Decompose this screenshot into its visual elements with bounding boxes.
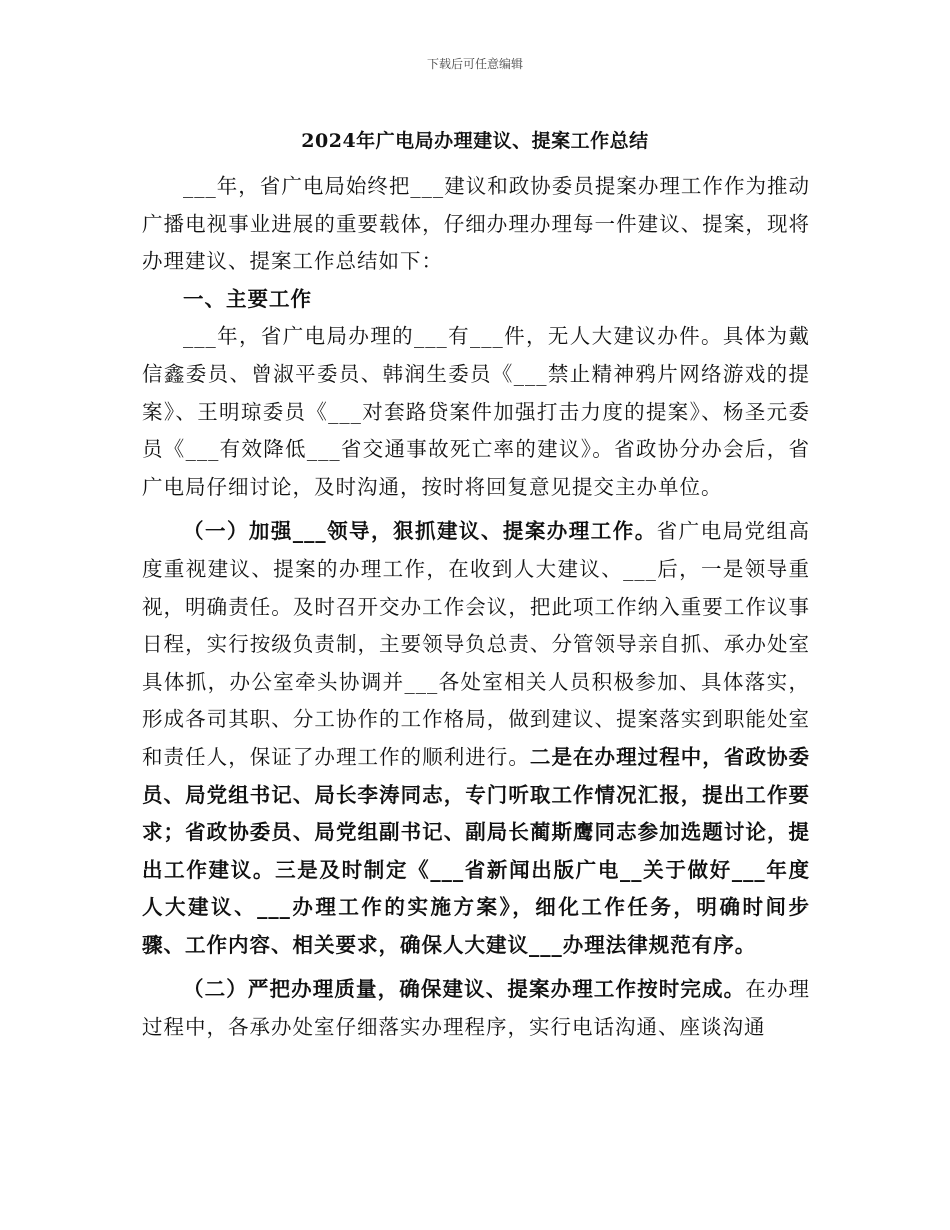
section-heading-main-work: 一、主要工作 <box>183 286 312 311</box>
document-body <box>142 168 810 1047</box>
page-header-note: 下载后可任意编辑 <box>426 57 523 71</box>
section-paragraph: ___年，省广电局办理的___有___件，无人大建议办件。具体为戴信鑫委员、曾淑平委员、韩润生委员《___禁止精神鸦片网络游戏的提案》、王明琼委员《___对套路贷案件加强打击力度的提案》、杨圣元委员《___有效降低___省交通事故死亡率的建议》。省政协分办会后，省广电局仔细讨论，及时沟通，按时将回复意见提交主办单位。 <box>142 324 810 499</box>
intro-paragraph: ___年，省广电局始终把___建议和政协委员提案办理工作作为推动广播电视事业进展的重要载体，仔细办理办理每一件建议、提案，现将办理建议、提案工作总结如下： <box>142 174 810 274</box>
subsection-2-heading: （二）严把办理质量，确保建议、提案办理工作按时完成。 <box>183 977 746 1002</box>
subsection-2-paragraph <box>142 971 810 1046</box>
subsection-1-paragraph <box>142 513 810 964</box>
subsection-2-text: 在办理过程中，各承办处室仔细落实办理程序，实行电话沟通、座谈沟通 <box>142 977 810 1040</box>
subsection-1-heading: （一）加强___领导，狠抓建议、提案办理工作。 <box>183 519 657 544</box>
document-title: 2024年广电局办理建议、提案工作总结 <box>301 130 649 152</box>
subsection-1-bold-text: 二是在办理过程中，省政协委员、局党组书记、局长李涛同志，专门听取工作情况汇报，提出工作要求；省政协委员、局党组副书记、副局长蔺斯鹰同志参加选题讨论，提出工作建议。三是及时制定《___省新闻出版广电__关于做好___年度人大建议、___办理工作的实施方案》，细化工作任务，明确时间步骤、工作内容、相关要求，确保人大建议___办理法律规范有序。 <box>142 744 811 957</box>
subsection-1-text: 省广电局党组高度重视建议、提案的办理工作，在收到人大建议、___后，一是领导重视，明确责任。及时召开交办工作会议，把此项工作纳入重要工作议事日程，实行按级负责制，主要领导负总责、分管领导亲自抓、承办处室具体抓，办公室牵头协调并___各处室相关人员积极参加、具体落实，形成各司其职、分工协作的工作格局，做到建议、提案落实到职能处室和责任人，保证了办理工作的顺利进行。 <box>142 519 811 769</box>
